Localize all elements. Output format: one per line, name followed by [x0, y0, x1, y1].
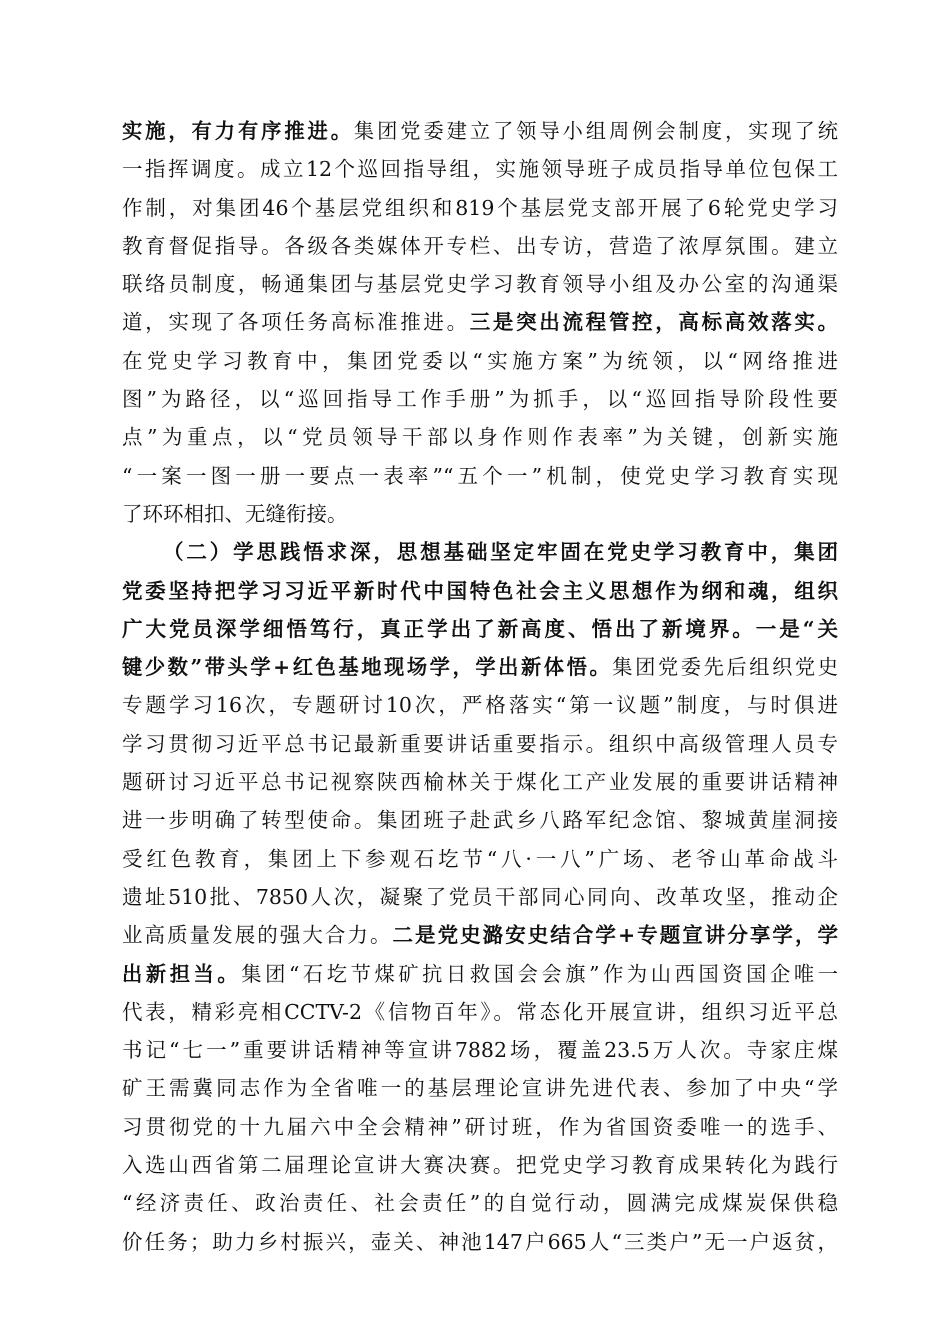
bold-text-run: 实施，有力有序推进。	[122, 119, 354, 143]
text-line	[122, 648, 838, 686]
text-run: “经济责任、政治责任、社会责任”的自觉行动，圆满完成煤炭保供稳	[122, 1191, 838, 1216]
text-run: 了环环相扣、无缝衔接。	[122, 501, 348, 526]
text-run: “一案一图一册一要点一表率”“五个一”机制，使党史学习教育实现	[122, 463, 838, 488]
bold-text-run: 广大党员深学细悟笃行，真正学出了新高度、悟出了新境界。一是“关	[122, 616, 838, 641]
body-text	[122, 112, 838, 1261]
text-run: 集团党委建立了领导小组周例会制度，实现了统	[353, 119, 838, 143]
bold-text-run: 党委坚持把学习习近平新时代中国特色社会主义思想作为纲和魂，组织	[122, 578, 838, 603]
text-run: 习贯彻党的十九届六中全会精神”研讨班，作为省国资委唯一的选手、	[122, 1114, 838, 1139]
text-line	[122, 112, 838, 150]
text-run: 学习贯彻习近平总书记最新重要讲话重要指示。组织中高级管理人员专	[122, 731, 838, 756]
text-run: 进一步明确了转型使命。集团班子赴武乡八路军纪念馆、黎城黄崖洞接	[122, 808, 838, 833]
text-line	[122, 686, 838, 724]
text-line	[122, 1069, 838, 1107]
bold-text-run: （二）学思践悟求深，思想基础坚定牢固在党史学习教育中，集团	[163, 540, 838, 565]
text-line	[122, 1146, 838, 1184]
text-line	[122, 457, 838, 495]
text-run: 书记“七一”重要讲话精神等宣讲7882场，覆盖23.5万人次。寺家庄煤	[122, 1038, 838, 1063]
text-line	[122, 610, 838, 648]
text-line	[122, 533, 838, 571]
text-run: 联络员制度，畅通集团与基层党史学习教育领导小组及办公室的沟通渠	[122, 272, 838, 297]
text-run: 专题学习16次，专题研讨10次，严格落实“第一议题”制度，与时俱进	[122, 693, 838, 718]
text-run: 图”为路径，以“巡回指导工作手册”为抓手，以“巡回指导阶段性要	[122, 387, 838, 412]
text-line	[122, 955, 838, 993]
text-line	[122, 725, 838, 763]
text-line	[122, 342, 838, 380]
text-line	[122, 572, 838, 610]
text-line	[122, 150, 838, 188]
text-run: 入选山西省第二届理论宣讲大赛决赛。把党史学习教育成果转化为践行	[122, 1153, 838, 1178]
text-run: 题研讨习近平总书记视察陕西榆林关于煤化工产业发展的重要讲话精神	[122, 770, 838, 795]
text-line	[122, 1031, 838, 1069]
text-line	[122, 763, 838, 801]
text-line	[122, 227, 838, 265]
text-run: 价任务；助力乡村振兴，壶关、神池147户665人“三类户”无一户返贫，	[122, 1229, 838, 1254]
text-line	[122, 189, 838, 227]
text-line	[122, 840, 838, 878]
text-line	[122, 303, 838, 341]
text-line	[122, 1223, 838, 1261]
text-line	[122, 1184, 838, 1222]
bold-text-run: 键少数”带头学+红色基地现场学，学出新体悟。	[122, 655, 613, 680]
text-line	[122, 418, 838, 456]
text-line	[122, 380, 838, 418]
bold-text-run: 二是党史潞安史结合学+专题宣讲分享学，学	[392, 923, 838, 948]
text-run: 集团党委先后组织党史	[612, 655, 838, 680]
text-line	[122, 878, 838, 916]
text-run: 集团“石圪节煤矿抗日救国会会旗”作为山西国资国企唯一	[241, 961, 838, 986]
text-line	[122, 916, 838, 954]
bold-text-run: 出新担当。	[122, 961, 242, 986]
text-line	[122, 801, 838, 839]
text-run: 矿王需冀同志作为全省唯一的基层理论宣讲先进代表、参加了中央“学	[122, 1076, 838, 1101]
text-run: 受红色教育，集团上下参观石圪节“八·一八”广场、老爷山革命战斗	[122, 846, 838, 871]
bold-text-run: 三是突出流程管控，高标高效落实。	[469, 310, 838, 335]
text-line	[122, 495, 838, 533]
text-run: 作制，对集团46个基层党组织和819个基层党支部开展了6轮党史学习	[122, 195, 838, 220]
text-run: 代表，精彩亮相CCTV-2《信物百年》。常态化开展宣讲，组织习近平总	[122, 999, 838, 1024]
text-run: 遗址510批、7850人次，凝聚了党员干部同心同向、改革攻坚，推动企	[122, 884, 838, 909]
text-run: 业高质量发展的强大合力。	[122, 923, 393, 948]
text-line	[122, 993, 838, 1031]
text-line	[122, 1108, 838, 1146]
text-run: 一指挥调度。成立12个巡回指导组，实施领导班子成员指导单位包保工	[122, 157, 838, 182]
text-run: 教育督促指导。各级各类媒体开专栏、出专访，营造了浓厚氛围。建立	[122, 233, 838, 258]
text-run: 点”为重点，以“党员领导干部以身作则作表率”为关键，创新实施	[122, 425, 838, 450]
text-run: 在党史学习教育中，集团党委以“实施方案”为统领，以“网络推进	[122, 348, 838, 373]
text-run: 道，实现了各项任务高标准推进。	[122, 310, 470, 335]
text-line	[122, 265, 838, 303]
